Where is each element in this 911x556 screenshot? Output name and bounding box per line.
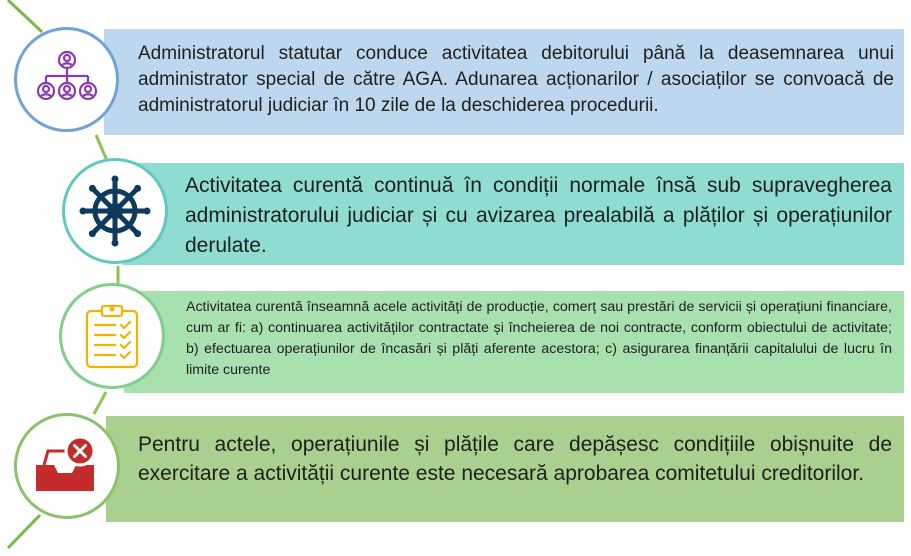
org-chart-icon	[36, 49, 98, 111]
step-4-text: Pentru actele, operațiunile și plățile care depășesc condițiile obișnuite de exercitare a activității curente este necesară aprobarea comitetului creditorilor.	[138, 433, 892, 485]
step-4-circle	[14, 413, 120, 519]
step-3-text: Activitatea curentă înseamnă acele activități de producție, comerț sau prestări de servicii și operațiuni financiare, cum ar fi: a) continuarea activităților contractate și încheierea de noi contracte, conform obiectului de activitate; b) efectuarea operațiunilor de încasări și plăți aferente acestora; c) asigurarea finanțării capitalului de lucru în limite curente	[186, 299, 892, 378]
step-2-box	[123, 163, 904, 265]
clipboard-checklist-icon	[83, 303, 141, 369]
step-2	[0, 158, 911, 268]
step-2-circle	[62, 158, 168, 264]
step-1-box	[104, 29, 904, 135]
step-4-box	[106, 416, 904, 522]
step-3-box	[124, 291, 904, 393]
step-3-circle	[59, 283, 165, 389]
ship-wheel-icon	[79, 175, 151, 247]
step-3	[0, 282, 911, 397]
step-1	[0, 25, 911, 136]
step-2-text: Activitatea curentă continuă în condiții normale însă sub supravegherea administratorului judiciar și cu avizarea prealabilă a plăților și operațiunilor derulate.	[185, 174, 892, 257]
step-1-circle	[14, 27, 119, 132]
step-1-text: Administratorul statutar conduce activitatea debitorului până la deasemnarea unui administrator special de către AGA. Adunarea acționarilor / asociaților se convoacă de administratorul judiciar în 10 zile de la deschiderea procedurii.	[138, 43, 894, 116]
step-4	[0, 412, 911, 538]
inbox-rejected-icon	[32, 435, 102, 497]
